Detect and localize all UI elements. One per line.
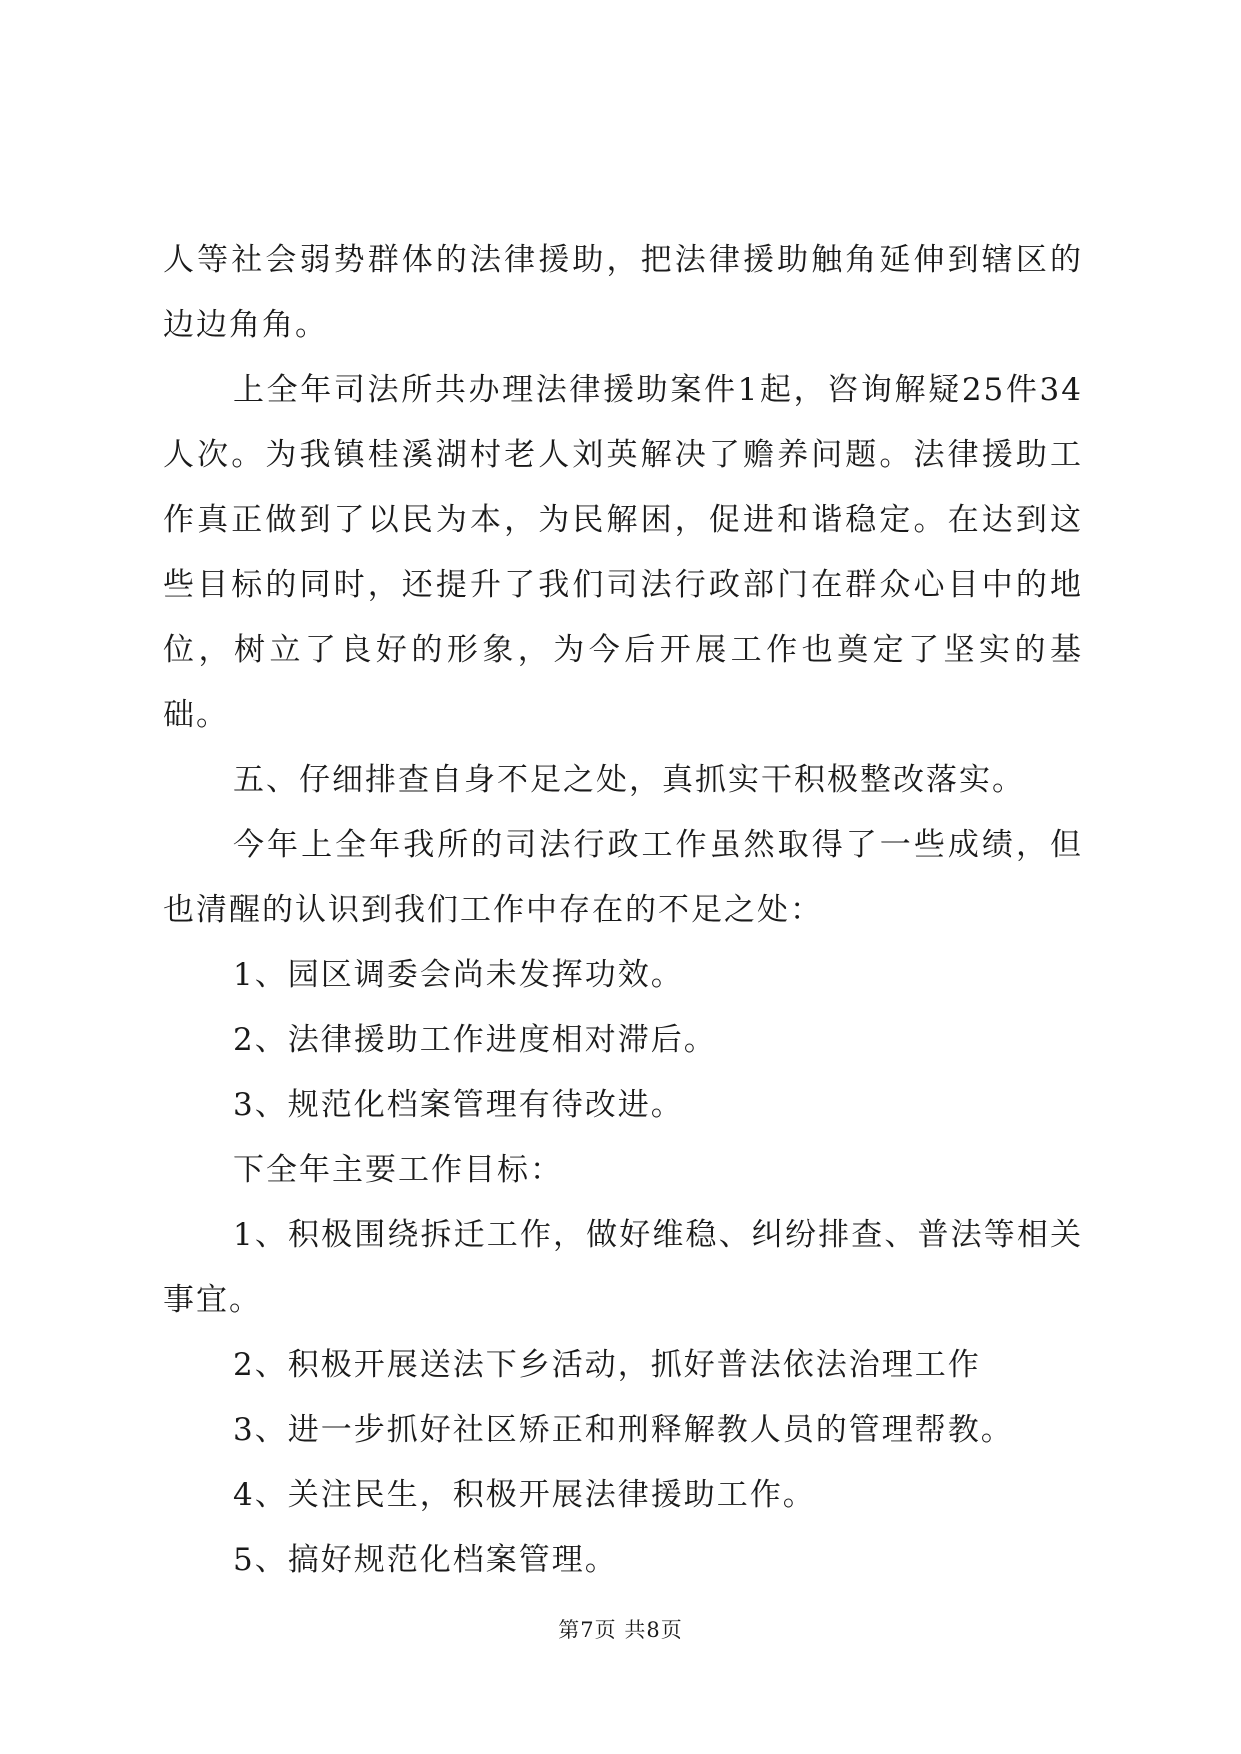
paragraph-continuation: 人等社会弱势群体的法律援助，把法律援助触角延伸到辖区的边边角角。 — [163, 242, 1083, 343]
list-item-goal-3: 3、进一步抓好社区矫正和刑释解教人员的管理帮教。 — [233, 1412, 1014, 1448]
list-item-goal-4: 4、关注民生，积极开展法律援助工作。 — [233, 1477, 816, 1513]
list-item-goal-1: 1、积极围绕拆迁工作，做好维稳、纠纷排查、普法等相关事宜。 — [163, 1217, 1083, 1318]
paragraph-shortcomings-intro: 今年上全年我所的司法行政工作虽然取得了一些成绩，但也清醒的认识到我们工作中存在的不足之处： — [163, 827, 1083, 928]
list-item-shortcoming-1: 1、园区调委会尚未发挥功效。 — [233, 957, 684, 993]
list-item-goal-5: 5、搞好规范化档案管理。 — [233, 1542, 618, 1578]
list-item-shortcoming-3: 3、规范化档案管理有待改进。 — [233, 1087, 684, 1123]
paragraph-legal-aid-summary: 上全年司法所共办理法律援助案件1起，咨询解疑25件34人次。为我镇桂溪湖村老人刘英解决了赡养问题。法律援助工作真正做到了以民为本，为民解困，促进和谐稳定。在达到这些目标的同时，还提升了我们司法行政部门在群众心目中的地位，树立了良好的形象，为今后开展工作也奠定了坚实的基础。 — [163, 372, 1083, 733]
list-item-goal-2: 2、积极开展送法下乡活动，抓好普法依法治理工作 — [233, 1347, 981, 1383]
paragraph-goals-intro: 下全年主要工作目标： — [233, 1152, 563, 1188]
document-body — [163, 228, 1083, 1593]
list-item-shortcoming-2: 2、法律援助工作进度相对滞后。 — [233, 1022, 717, 1058]
page-number-footer: 第7页 共8页 — [558, 1618, 683, 1642]
section-heading-five: 五、仔细排查自身不足之处，真抓实干积极整改落实。 — [233, 762, 1025, 798]
